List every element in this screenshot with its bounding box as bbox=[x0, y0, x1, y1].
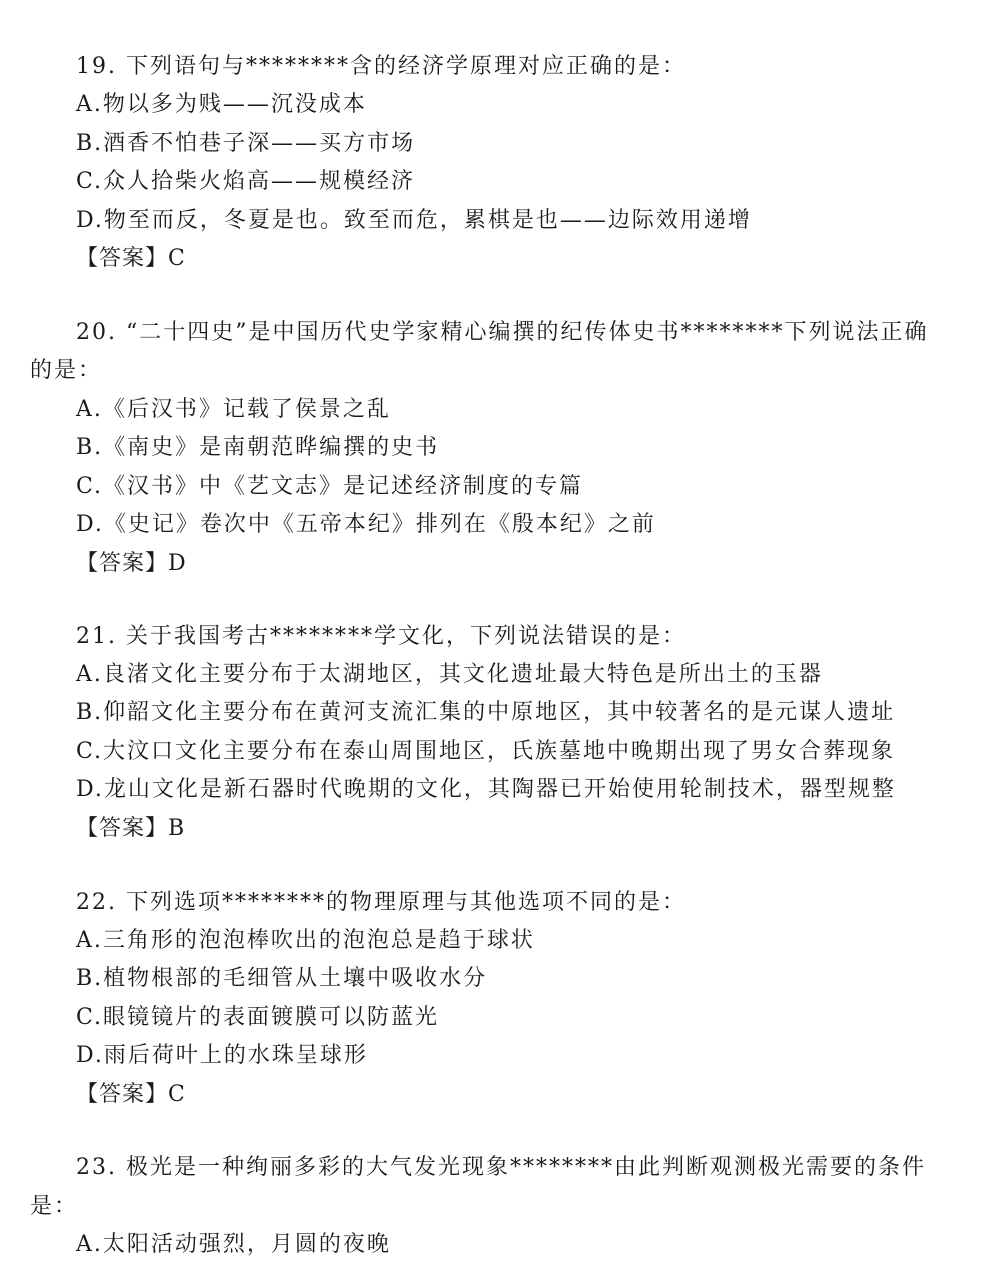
answer-value: B bbox=[168, 816, 186, 841]
option-c: C.眼镜镜片的表面镀膜可以防蓝光 bbox=[76, 1005, 440, 1030]
option-d: D.雨后荷叶上的水珠呈球形 bbox=[76, 1043, 368, 1068]
answer-value: D bbox=[168, 551, 187, 576]
answer-value: C bbox=[168, 1082, 186, 1107]
answer-value: C bbox=[168, 246, 186, 271]
answer-label: 【答案】 bbox=[76, 1082, 169, 1107]
question-stem-continued: 的是： bbox=[30, 358, 103, 383]
option-c: C.《汉书》中《艺文志》是记述经济制度的专篇 bbox=[76, 474, 584, 499]
option-d: D.《史记》卷次中《五帝本纪》排列在《殷本纪》之前 bbox=[76, 512, 656, 537]
option-b: B.植物根部的毛细管从土壤中吸收水分 bbox=[76, 966, 488, 991]
answer-line bbox=[76, 244, 186, 274]
question-stem: 22. 下列选项********的物理原理与其他选项不同的是： bbox=[76, 890, 686, 915]
answer-label: 【答案】 bbox=[76, 551, 169, 576]
option-b: B.《南史》是南朝范晔编撰的史书 bbox=[76, 435, 440, 460]
option-a: A.《后汉书》记载了侯景之乱 bbox=[76, 397, 391, 422]
question-stem: 19. 下列语句与********含的经济学原理对应正确的是： bbox=[76, 54, 686, 79]
answer-line bbox=[76, 1080, 186, 1110]
question-stem: 23. 极光是一种绚丽多彩的大气发光现象********由此判断观测极光需要的条件 bbox=[76, 1155, 926, 1180]
option-b: B.仰韶文化主要分布在黄河支流汇集的中原地区，其中较著名的是元谋人遗址 bbox=[76, 700, 896, 725]
option-a: A.太阳活动强烈，月圆的夜晚 bbox=[76, 1232, 391, 1257]
question-stem: 20. “二十四史”是中国历代史学家精心编撰的纪传体史书********下列说法正确 bbox=[76, 320, 929, 345]
option-a: A.物以多为贱——沉没成本 bbox=[76, 92, 367, 117]
option-a: A.三角形的泡泡棒吹出的泡泡总是趋于球状 bbox=[76, 928, 535, 953]
option-a: A.良渚文化主要分布于太湖地区，其文化遗址最大特色是所出土的玉器 bbox=[76, 662, 823, 687]
option-c: C.大汶口文化主要分布在泰山周围地区，氏族墓地中晚期出现了男女合葬现象 bbox=[76, 739, 896, 764]
answer-line bbox=[76, 814, 185, 844]
question-stem: 21. 关于我国考古********学文化，下列说法错误的是： bbox=[76, 624, 686, 649]
answer-line bbox=[76, 549, 187, 579]
option-d: D.龙山文化是新石器时代晚期的文化，其陶器已开始使用轮制技术，器型规整 bbox=[76, 777, 896, 802]
question-stem-continued: 是： bbox=[30, 1194, 79, 1219]
answer-label: 【答案】 bbox=[76, 816, 169, 841]
option-b: B.酒香不怕巷子深——买方市场 bbox=[76, 131, 416, 156]
option-c: C.众人拾柴火焰高——规模经济 bbox=[76, 169, 416, 194]
answer-label: 【答案】 bbox=[76, 246, 169, 271]
option-d: D.物至而反，冬夏是也。致至而危，累棋是也——边际效用递增 bbox=[76, 208, 752, 233]
